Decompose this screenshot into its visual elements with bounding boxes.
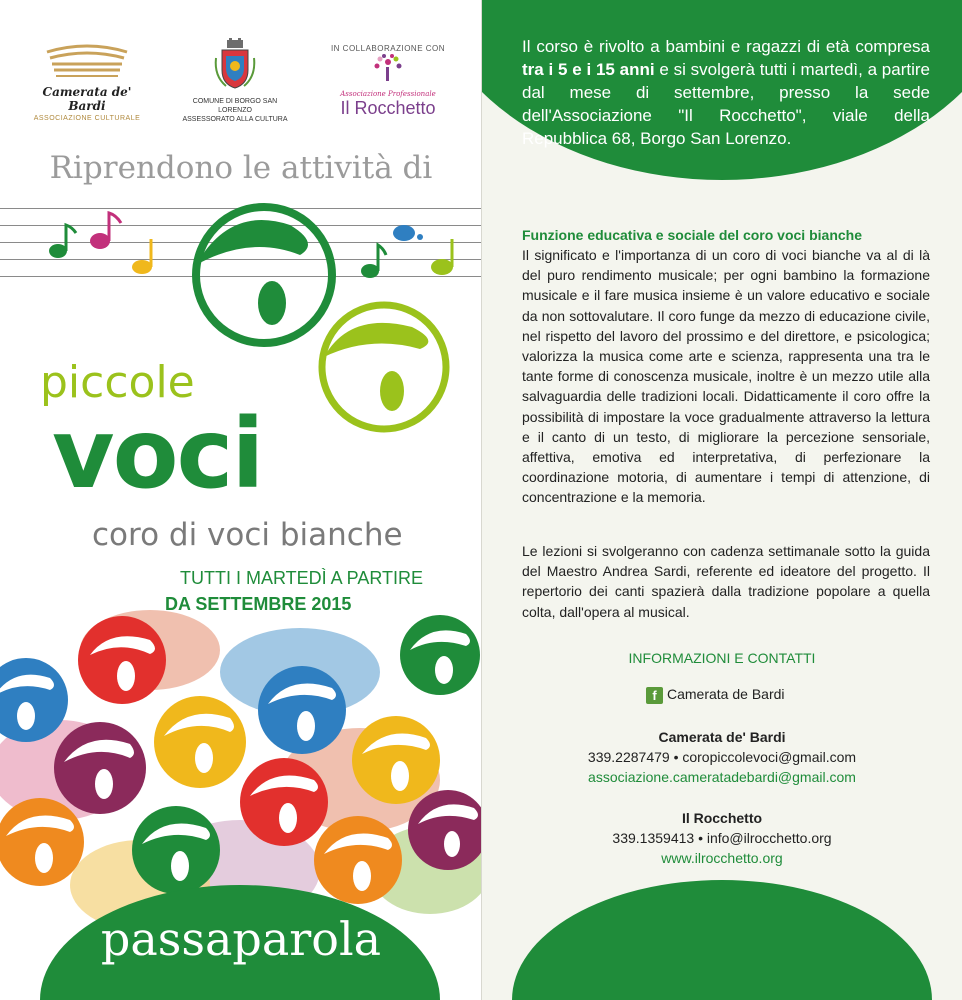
contact-rocchetto	[482, 808, 962, 868]
singing-face-icon	[196, 207, 332, 343]
contact-website-link[interactable]: www.ilrocchetto.org	[661, 850, 783, 866]
title-piccole: piccole	[40, 357, 195, 408]
speech-bubble-icon	[78, 616, 166, 704]
music-note-icon	[132, 239, 152, 274]
speech-bubble-icon	[258, 666, 346, 754]
music-note-icon	[361, 245, 386, 278]
intro-part1: Il corso è rivolto a bambini e ragazzi di età compresa	[522, 37, 930, 56]
speech-bubble-icon	[132, 806, 220, 894]
facebook-icon: f	[646, 687, 663, 704]
comune-logo	[180, 38, 290, 124]
paragraph-lessons: Le lezioni si svolgeranno con cadenza settimanale sotto la guida del Maestro Andrea Sardi, referente ed ideatore del progetto. Il repertorio dei canti spazierà dalla tradizione popolare a quella colta, dall'opera al musical.	[522, 543, 930, 620]
comune-logo-line2: ASSESSORATO ALLA CULTURA	[182, 116, 288, 123]
facebook-link[interactable]	[646, 686, 785, 704]
music-note-icon	[431, 239, 453, 275]
speech-bubble-icon	[0, 798, 84, 886]
paragraph-educational: Il significato e l'importanza di un coro di voci bianche va al di là del puro rendimento musicale; per ogni bambino la formazione musicale e il fare musica insieme è un valore educativo e sociale da non sottovalutare. Il coro funge da mezzo di educazione civile, nel rispetto del lavoro del prossimo e del direttore, e psicologica; valorizza la musica come arte e scienza, rappresenta una tra le tante forme di conoscenza musicale, inoltre è un mezzo utile alla salvaguardia delle tradizioni locali. Didatticamente il coro offre la possibilità di impostare la voce gradualmente attraverso la lettura e il canto di un testo, di migliorare la percezione sensoriale, affettiva, emotiva ed interpretativa, di perfezionare la coordinazione motoria, di aumentare i tempi di attenzione, di concentrazione e la memoria.	[522, 247, 930, 506]
headline: Riprendono le attività di	[49, 150, 433, 186]
singing-face-icon	[322, 305, 446, 429]
contacts-heading: INFORMAZIONI E CONTATTI	[628, 650, 816, 666]
footer-passaparola: passaparola	[100, 912, 382, 966]
music-note-icon	[49, 225, 76, 258]
rocchetto-logo-name: Il Rocchetto	[340, 98, 436, 118]
collaboration-label: IN COLLABORAZIONE CON	[330, 44, 446, 53]
camerata-emblem-icon	[42, 38, 132, 78]
contact-camerata	[482, 727, 962, 787]
speech-bubble-icon	[400, 615, 480, 695]
camerata-logo-name: Camerata de' Bardi	[42, 85, 132, 113]
speech-bubble-icon	[352, 716, 440, 804]
speech-bubble-icon	[240, 758, 328, 846]
contact-title: Camerata de' Bardi	[658, 729, 786, 745]
bottom-green-arc	[512, 880, 932, 1000]
intro-part2: e si svolgerà tutti i martedì, a partire dal mese di settembre, presso la sede dell'Associazione "Il Rocchetto", viale della Repubblica 68, Borgo San Lorenzo.	[522, 60, 930, 148]
music-note-icon	[393, 225, 423, 241]
contact-phone-email[interactable]: 339.1359413 • info@ilrocchetto.org	[612, 830, 832, 846]
contact-email[interactable]: associazione.cameratadebardi@gmail.com	[588, 769, 856, 785]
schedule-line2: DA SETTEMBRE 2015	[165, 594, 352, 614]
camerata-logo-sub: ASSOCIAZIONE CULTURALE	[33, 115, 141, 122]
rocchetto-logo	[318, 44, 458, 119]
speech-bubble-icon	[54, 722, 146, 814]
comune-logo-line1: COMUNE DI BORGO SAN LORENZO	[192, 98, 278, 114]
facebook-label: Camerata de Bardi	[667, 686, 785, 702]
contact-title: Il Rocchetto	[681, 810, 763, 826]
rocchetto-assoc-label: Associazione Professionale	[340, 90, 436, 98]
camerata-logo	[22, 38, 152, 122]
subtitle: coro di voci bianche	[92, 517, 403, 553]
speech-bubble-icon	[314, 816, 402, 904]
speech-bubble-icon	[154, 696, 246, 788]
intro-text	[522, 35, 930, 150]
contact-phone-email[interactable]: 339.2287479 • coropiccolevoci@gmail.com	[587, 749, 857, 765]
music-note-icon	[90, 213, 121, 249]
tree-icon	[368, 53, 408, 83]
section-title: Funzione educativa e sociale del coro voci bianche	[522, 227, 862, 243]
intro-age-range: tra i 5 e i 15 anni	[522, 60, 655, 79]
right-panel	[482, 0, 962, 1000]
schedule-line1: TUTTI I MARTEDÌ A PARTIRE	[180, 568, 424, 588]
coat-of-arms-icon	[212, 38, 258, 92]
title-voci: voci	[52, 398, 263, 510]
